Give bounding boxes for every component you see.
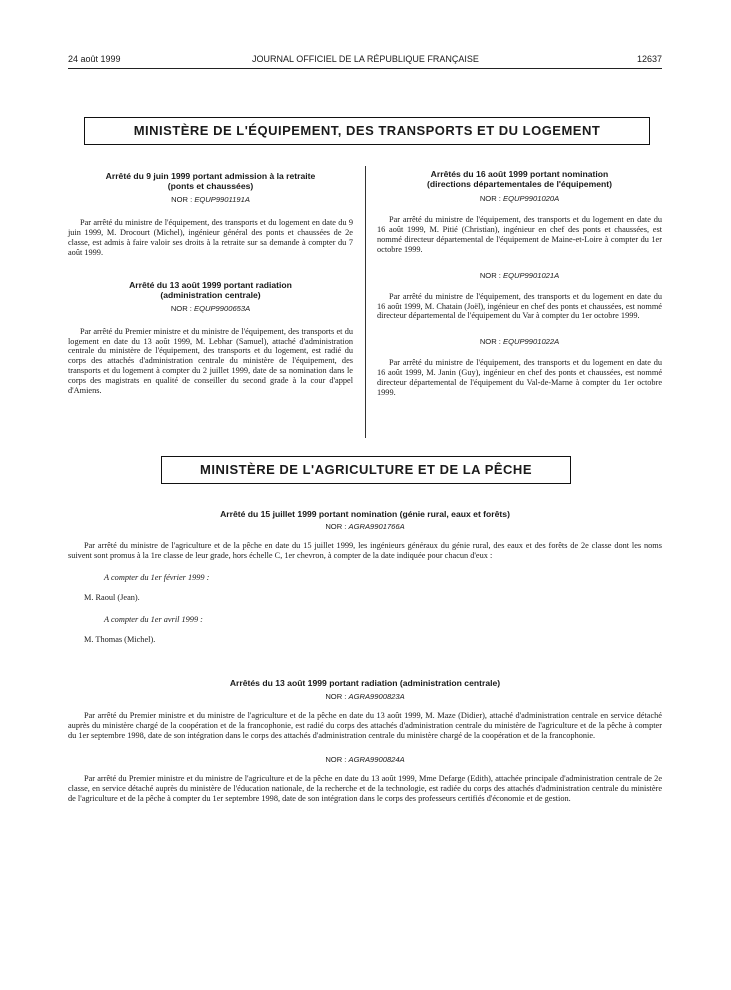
arrete-title: Arrêté du 9 juin 1999 portant admission à la retraite (ponts et chaussées) [105, 171, 316, 191]
nor-line: NOR : AGRA9901766A [325, 522, 405, 531]
arrete-radiation [68, 280, 353, 396]
effective-date: A compter du 1er avril 1999 : [104, 615, 203, 624]
arrete-body: Par arrêté du ministre de l'équipement, des transports et du logement en date du 9 juin 1999, M. Drocourt (Michel), ingénieur général des ponts et chaussées de 2e classe, est admis à faire valoir ses droits à la retraite sur sa demande à compter du 7 août 1999. [68, 218, 353, 257]
left-column [68, 171, 353, 396]
header-journal-title: JOURNAL OFFICIEL DE LA RÉPUBLIQUE FRANÇAISE [252, 54, 479, 64]
arrete-body: Par arrêté du Premier ministre et du ministre de l'agriculture et de la pêche en date du 13 août 1999, Mme Defarge (Edith), attachée principale d'administration centrale de 2e classe, en service détaché auprès du ministère de l'éducation nationale, de la recherche et de la technologie, est radiée du corps des attachés d'administration centrale du ministère de l'agriculture et de la pêche à compter du 1er septembre 1998, date de son intégration dans le corps des professeurs certifiés d'économie et de gestion. [68, 774, 662, 803]
right-column [377, 169, 662, 398]
column-divider [365, 166, 366, 438]
arrete-title: Arrêté du 15 juillet 1999 portant nomination (génie rural, eaux et forêts) [220, 509, 510, 519]
nor-line: NOR : EQUP9900653A [170, 303, 251, 313]
ministry-agriculture-heading: MINISTÈRE DE L'AGRICULTURE ET DE LA PÊCHE [161, 456, 571, 484]
arrete-nomination-genie-rural [68, 509, 662, 645]
arrete-title: Arrêté du 13 août 1999 portant radiation (administration centrale) [129, 279, 292, 300]
arrete-title: Arrêtés du 13 août 1999 portant radiation (administration centrale) [229, 678, 501, 688]
header-date: 24 août 1999 [68, 54, 121, 64]
arrete-body: Par arrêté du Premier ministre et du ministre de l'équipement, des transports et du logement en date du 13 août 1999, M. Lebhar (Samuel), attaché d'administration centrale du ministère de l'équipement, des transports et du logement, est radié du corps des attachés d'administration centrale du ministère de l'équipement, des transports et du logement à compter du 2 juillet 1999, date de sa nomination dans le corps des magistrats en qualité de conseiller du second grade à la cour d'appel d'Amiens. [68, 326, 353, 396]
ministry-equipement-heading: MINISTÈRE DE L'ÉQUIPEMENT, DES TRANSPORTS ET DU LOGEMENT [84, 117, 650, 145]
arrete-body: Par arrêté du Premier ministre et du ministre de l'agriculture et de la pêche en date du 13 août 1999, M. Maze (Didier), attaché d'administration centrale en service détaché auprès du ministère chargé de la coopération et de la francophonie, est radié du corps des attachés d'administration centrale du ministère de l'agriculture et de la pêche à compter du 1er septembre 1998, date de son intégration dans le corps des attachés d'administration centrale du ministère chargé de la coopération et de la francophonie. [68, 711, 662, 740]
nor-line: NOR : AGRA9900824A [325, 755, 405, 764]
nor-line: NOR : EQUP9901021A [479, 270, 560, 280]
arrete-body: Par arrêté du ministre de l'équipement, des transports et du logement en date du 16 août 1999, M. Pitié (Christian), ingénieur en chef des ponts et chaussées, est nommé directeur départemental de l'équipement de Maine-et-Loire à compter du 1er octobre 1999. [377, 215, 662, 254]
promoted-name: M. Raoul (Jean). [84, 593, 140, 602]
header-page-number: 12637 [636, 54, 662, 64]
nor-line: NOR : EQUP9901020A [479, 194, 560, 203]
header-rule [68, 68, 662, 69]
arretes-radiation-admin-centrale [68, 678, 662, 804]
effective-date: A compter du 1er février 1999 : [104, 573, 210, 582]
arrete-retraite [68, 171, 353, 258]
arrete-body: Par arrêté du ministre de l'équipement, des transports et du logement en date du 16 août 1999, M. Janin (Guy), ingénieur en chef des ponts et chaussées, est nommé directeur départemental de l'équipement du Val-de-Marne à compter du 1er octobre 1999. [377, 358, 662, 398]
arretes-nomination-title: Arrêtés du 16 août 1999 portant nomination (directions départementales de l'équipement) [427, 169, 612, 189]
nor-line: NOR : AGRA9900823A [325, 692, 405, 701]
arrete-body: Par arrêté du ministre de l'agriculture et de la pêche en date du 15 juillet 1999, les ingénieurs généraux du génie rural, des eaux et des forêts de 2e classe dont les noms suivent sont promus à la 1re classe de leur grade, hors échelle C, 1er chevron, à compter de la date indiquée pour chacun d'eux : [68, 541, 662, 560]
nor-line: NOR : EQUP9901022A [479, 337, 560, 347]
nor-line: NOR : EQUP9901191A [171, 195, 250, 204]
promoted-name: M. Thomas (Michel). [84, 635, 156, 644]
arrete-body: Par arrêté du ministre de l'équipement, des transports et du logement en date du 16 août 1999, M. Chatain (Joël), ingénieur en chef des ponts et chaussées, est nommé directeur départemental de l'équipement du Var à compter du 1er octobre 1999. [377, 291, 662, 321]
